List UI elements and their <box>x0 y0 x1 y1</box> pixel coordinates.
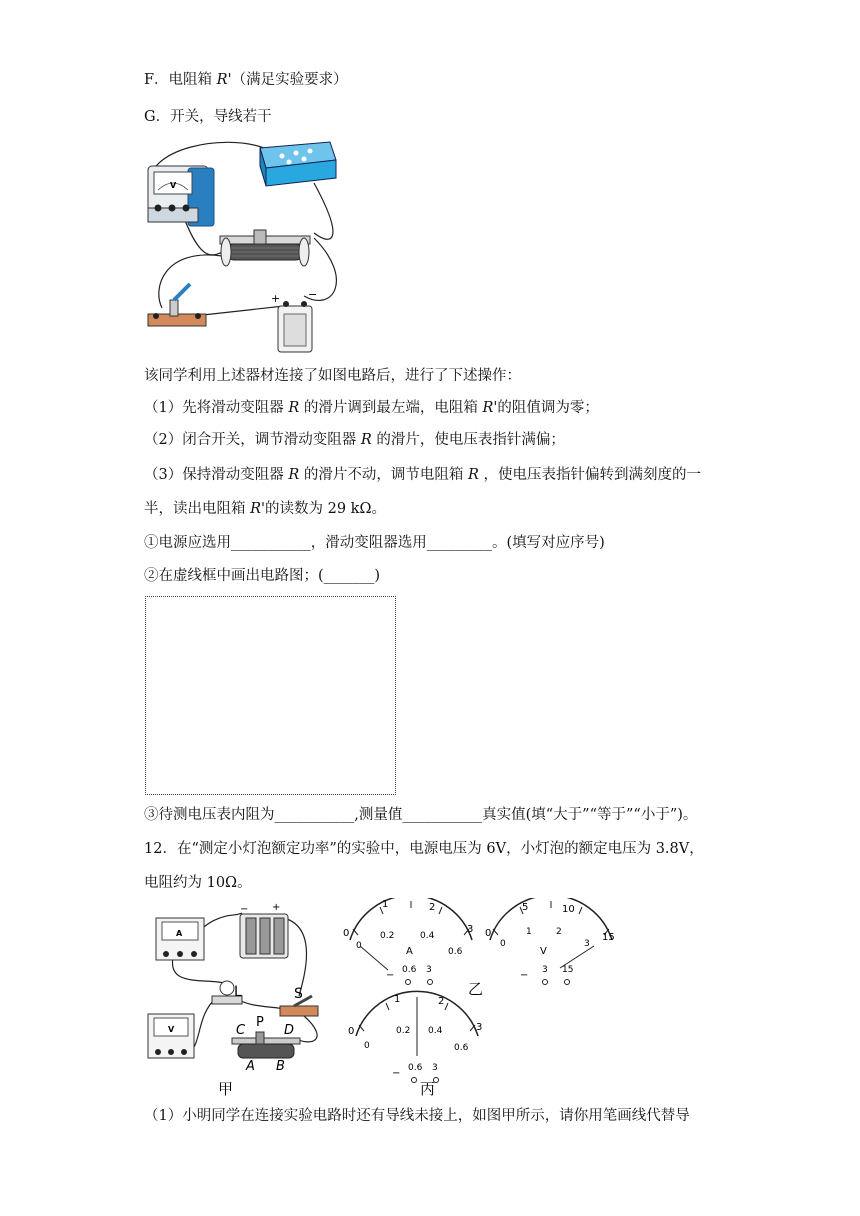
question-1: ①电源应选用___________，滑动变阻器选用_________。(填写对应序号) <box>144 535 605 551</box>
question-3: ③待测电压表内阻为___________,测量值___________真实值(填“大于”“等于”“小于”)。 <box>144 807 698 823</box>
svg-text:+: + <box>272 902 281 913</box>
svg-text:3: 3 <box>542 965 548 975</box>
svg-text:1: 1 <box>526 927 532 937</box>
svg-text:15: 15 <box>602 932 615 943</box>
svg-text:3: 3 <box>584 939 590 949</box>
svg-text:0: 0 <box>348 1026 355 1037</box>
battery-pack <box>240 902 288 958</box>
svg-text:0.4: 0.4 <box>420 931 435 941</box>
label-bing: 丙 <box>420 1080 436 1098</box>
drawing-answer-box[interactable] <box>145 596 396 795</box>
svg-text:0.6: 0.6 <box>448 947 463 957</box>
voltmeter-small-device <box>148 1014 194 1058</box>
svg-text:3: 3 <box>476 1022 483 1033</box>
svg-text:0.6: 0.6 <box>454 1043 469 1053</box>
svg-text:0.2: 0.2 <box>396 1026 411 1036</box>
svg-text:A: A <box>406 946 413 957</box>
rheostat-cpd-device <box>232 1015 300 1074</box>
battery-device <box>271 288 317 352</box>
svg-text:3: 3 <box>426 965 432 975</box>
switch-device <box>148 284 206 326</box>
step-3: （3）保持滑动变阻器 R 的滑片不动，调节电阻箱 R ，使电压表指针偏转到满刻度的一 <box>144 467 702 483</box>
lamp-device <box>212 981 242 1004</box>
svg-text:0.2: 0.2 <box>380 931 395 941</box>
svg-text:2: 2 <box>429 902 436 913</box>
svg-text:P: P <box>256 1015 264 1030</box>
label-yi: 乙 <box>468 980 484 998</box>
problem-12-part-1: （1）小明同学在连接实验电路时还有导线未接上，如图甲所示，请你用笔画线代替导 <box>144 1108 690 1124</box>
meter-dials-figure <box>340 898 630 1098</box>
svg-text:0.4: 0.4 <box>428 1026 443 1036</box>
svg-text:+: + <box>271 292 281 305</box>
svg-text:−: − <box>240 904 249 915</box>
svg-text:2: 2 <box>556 927 562 937</box>
svg-text:−: − <box>392 1068 401 1079</box>
label-jia: 甲 <box>218 1080 234 1098</box>
ammeter-device <box>156 918 204 960</box>
svg-text:0.6: 0.6 <box>402 965 417 975</box>
voltmeter-device <box>148 166 214 226</box>
svg-text:0.6: 0.6 <box>408 1063 423 1073</box>
step-1: （1）先将滑动变阻器 R 的滑片调到最左端，电阻箱 R'的阻值调为零； <box>144 400 599 416</box>
voltmeter-dial-yi <box>485 898 615 985</box>
svg-text:3: 3 <box>432 1063 438 1073</box>
resistance-box <box>260 142 336 186</box>
svg-text:1: 1 <box>382 899 389 910</box>
step-3-continued: 半，读出电阻箱 R'的读数为 29 kΩ。 <box>144 501 386 517</box>
svg-text:A: A <box>176 929 183 938</box>
svg-text:L: L <box>234 984 242 1000</box>
intro-text: 该同学利用上述器材连接了如图电路后，进行了下述操作： <box>144 368 521 384</box>
svg-text:0: 0 <box>485 928 492 939</box>
question-2: ②在虚线框中画出电路图；(_______) <box>144 568 381 584</box>
svg-text:−: − <box>308 288 318 301</box>
step-2: （2）闭合开关，调节滑动变阻器 R 的滑片，使电压表指针满偏； <box>144 432 565 448</box>
item-g: G．开关，导线若干 <box>144 109 272 125</box>
svg-text:C: C <box>236 1023 246 1038</box>
svg-text:0: 0 <box>500 939 506 949</box>
svg-text:15: 15 <box>562 965 574 975</box>
problem-12-line-1: 12．在“测定小灯泡额定功率”的实验中，电源电压为 6V，小灯泡的额定电压为 3.8V， <box>144 841 704 857</box>
svg-text:V: V <box>168 1025 175 1034</box>
svg-text:V: V <box>170 181 177 190</box>
svg-text:0: 0 <box>364 1041 370 1051</box>
problem-12-line-2: 电阻约为 10Ω。 <box>144 875 252 891</box>
svg-text:−: − <box>386 970 395 981</box>
switch-s-device <box>280 986 318 1016</box>
svg-text:−: − <box>520 970 529 981</box>
ammeter-dial-bing <box>348 991 482 1082</box>
svg-text:0: 0 <box>343 928 350 939</box>
svg-text:A: A <box>246 1059 255 1074</box>
circuit-figure-1 <box>144 138 340 356</box>
svg-text:3: 3 <box>467 924 474 935</box>
rheostat-device <box>220 230 310 266</box>
svg-text:S: S <box>294 986 303 1002</box>
ammeter-dial-yi <box>343 898 473 985</box>
svg-text:1: 1 <box>394 994 401 1005</box>
svg-text:V: V <box>540 946 547 957</box>
svg-text:2: 2 <box>438 996 445 1007</box>
svg-text:5: 5 <box>522 902 529 913</box>
svg-text:0: 0 <box>356 941 362 951</box>
svg-text:D: D <box>284 1023 295 1038</box>
svg-text:10: 10 <box>562 904 575 915</box>
circuit-figure-jia <box>144 898 329 1098</box>
item-f: F．电阻箱 R'（满足实验要求） <box>144 72 348 88</box>
svg-text:B: B <box>276 1059 285 1074</box>
